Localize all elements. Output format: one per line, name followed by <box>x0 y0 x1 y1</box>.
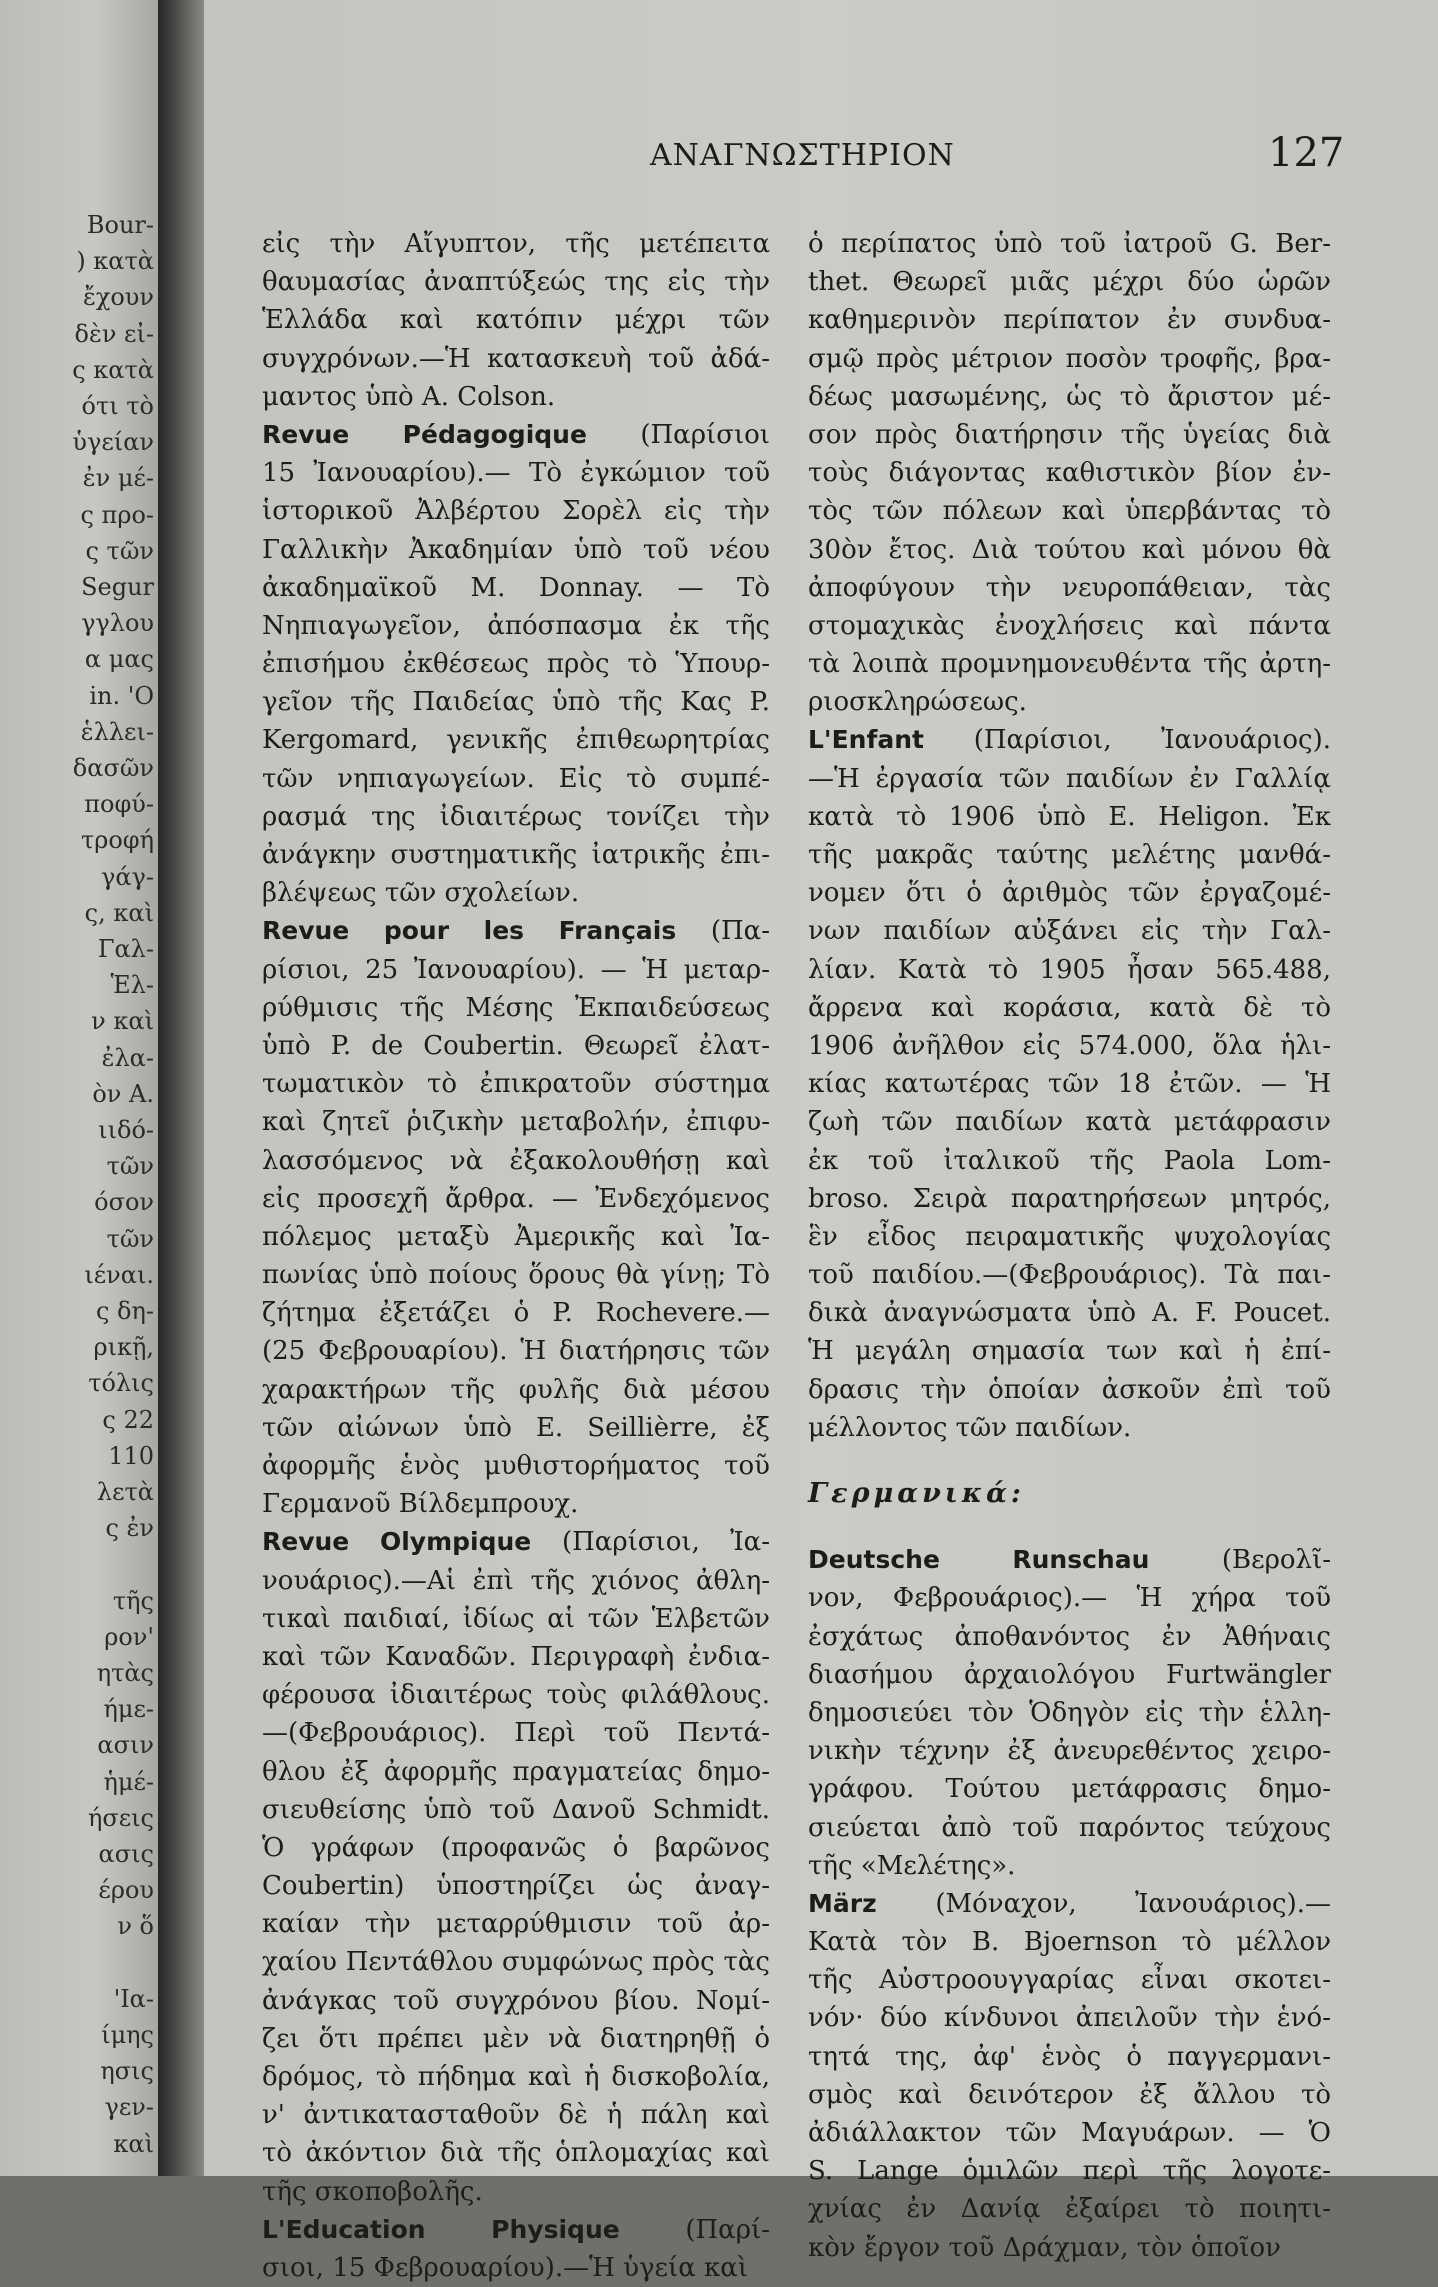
margin-fragment: Γαλ- <box>97 935 154 963</box>
text-line: τικαὶ παιδιαί, ἰδίως αἱ τῶν Ἑλβετῶν <box>262 1603 770 1634</box>
text-line: ζήτημα ἐξετάζει ὁ P. Rochevere.— <box>262 1298 770 1329</box>
text-line: ρίσιοι, 25 Ἰανουαρίου). — Ἡ μεταρ- <box>262 954 770 985</box>
margin-fragment: όσον <box>94 1188 154 1217</box>
margin-fragment: ) κατὰ <box>76 247 154 276</box>
text-line: καὶ ζητεῖ ῥιζικὴν μεταβολήν, ἐπιφυ- <box>262 1107 770 1138</box>
text-line: τὸς τῶν πόλεων καὶ ὑπερβάντας τὸ <box>808 496 1331 527</box>
text-line: κίας κατωτέρας τῶν 18 ἐτῶν. — Ἡ <box>808 1069 1331 1100</box>
text-line: στομαχικὰς ἐνοχλήσεις καὶ πάντα <box>808 610 1331 641</box>
text-line: —(Φεβρουάριος). Περὶ τοῦ Πεντά- <box>262 1718 770 1749</box>
text-line: συγχρόνων.—Ἡ κατασκευὴ τοῦ ἀδά- <box>262 343 770 374</box>
text-line: πόλεμος μεταξὺ Ἀμερικῆς καὶ Ἰα- <box>262 1221 770 1252</box>
text-line: δρόμος, τὸ πήδημα καὶ ἡ δισκοβολία, <box>262 2062 770 2092</box>
margin-fragment: ιιδό- <box>98 1116 154 1144</box>
text-line: εἰς προσεχῆ ἄρθρα. — Ἐνδεχόμενος <box>262 1183 770 1214</box>
text-line: 15 Ἰανουαρίου).— Τὸ ἐγκώμιον τοῦ <box>262 458 770 489</box>
margin-fragment: δὲν εἰ- <box>74 319 154 348</box>
text-line: δικὰ ἀναγνώσματα ὑπὸ A. F. Poucet. <box>808 1298 1331 1329</box>
margin-fragment: τροφή <box>80 826 154 855</box>
margin-fragment: τῶν <box>106 1152 154 1181</box>
text-line: βλέψεως τῶν σχολείων. <box>262 878 580 909</box>
text-line: πωνίας ὑπὸ ποίους ὅρους θὰ γίνῃ; Τὸ <box>262 1260 770 1291</box>
text-line: Γερμανοῦ Βίλδεμπρουχ. <box>262 1489 579 1520</box>
margin-fragment: ησις <box>100 2057 154 2086</box>
text-line: γράφου. Τούτου μετάφρασις δημο- <box>808 1774 1331 1805</box>
right-column <box>808 225 1331 2267</box>
journal-entry-line: L'Enfant (Παρίσιοι, Ἰανουάριος). <box>808 725 1331 756</box>
page-number: 127 <box>1268 130 1345 176</box>
margin-fragment: 110 <box>108 1441 154 1470</box>
margin-fragment: ίμης <box>101 2021 154 2049</box>
text-line: δημοσιεύει τὸν Ὁδηγὸν εἰς τὴν ἑλλη- <box>808 1697 1331 1728</box>
margin-fragment: ποφύ- <box>84 790 154 819</box>
journal-title: L'Enfant <box>808 725 974 755</box>
margin-fragment: τῶν <box>106 1224 154 1253</box>
text-line: τοὺς διάγοντας καθιστικὸν βίον ἐν- <box>808 458 1331 489</box>
text-line: νικὴν τέχνην ἐξ ἀνευρεθέντος χειρο- <box>808 1736 1331 1767</box>
margin-fragment: ἐν μέ- <box>82 464 154 493</box>
journal-entry-line: L'Education Physique (Παρί- <box>262 2214 770 2245</box>
margin-fragment: ἡμέ- <box>103 1767 154 1796</box>
margin-fragment: Bour- <box>86 211 154 239</box>
text-line: τητά της, ἀφ' ἑνὸς ὁ παγγερμανι- <box>808 2041 1331 2072</box>
margin-fragment: 'Ια- <box>113 1984 154 2013</box>
text-line: ἀφορμῆς ἑνὸς μυθιστορήματος τοῦ <box>262 1451 770 1481</box>
text-line: ἀποφύγουν τὴν νευροπάθειαν, τὰς <box>808 572 1331 603</box>
text-line: Κατὰ τὸν B. Bjoernson τὸ μέλλον <box>808 1927 1331 1958</box>
text-line: ρύθμισις τῆς Μέσης Ἐκπαιδεύσεως <box>262 992 770 1023</box>
journal-title: Revue Olympique <box>262 1527 562 1557</box>
text-line: ν' ἀντικατασταθοῦν δὲ ἡ πάλη καὶ <box>262 2100 770 2131</box>
text-line: τοῦ παιδίου.—(Φεβρουάριος). Τὰ παι- <box>808 1260 1331 1291</box>
text-line: ἀδιάλλακτον τῶν Μαγυάρων. — Ὁ <box>808 2118 1331 2148</box>
text-line: τῶν αἰώνων ὑπὸ E. Seillièrre, ἐξ <box>262 1412 770 1443</box>
text-line: ἱστορικοῦ Ἀλβέρτου Σορὲλ εἰς τὴν <box>262 496 770 527</box>
text-line: τῆς Αὐστροουγγαρίας εἶναι σκοτει- <box>808 1965 1331 1996</box>
margin-fragment: γεν- <box>104 2093 154 2122</box>
text-line: ἀκαδημαϊκοῦ M. Donnay. — Τὸ <box>262 572 770 603</box>
text-line: ριοσκληρώσεως. <box>808 687 1027 718</box>
book-gutter <box>158 0 204 2176</box>
text-line: Γαλλικὴν Ἀκαδημίαν ὑπὸ τοῦ νέου <box>262 534 770 565</box>
text-line: ὁ περίπατος ὑπὸ τοῦ ἰατροῦ G. Ber- <box>808 229 1331 259</box>
text-line: δέως μασωμένης, ὡς τὸ ἄριστον μέ- <box>808 381 1331 412</box>
text-line: λασσόμενος νὰ ἐξακολουθήσῃ καὶ <box>262 1145 770 1176</box>
margin-fragment: ιέναι. <box>84 1260 154 1289</box>
text-line: τῶν νηπιαγωγείων. Εἰς τὸ συμπέ- <box>262 763 770 794</box>
text-line: σμὸς καὶ δεινότερον ἐξ ἄλλου τὸ <box>808 2079 1331 2110</box>
margin-fragment: Ἑλ- <box>110 971 154 1000</box>
margin-fragment: ήσεις <box>87 1803 154 1832</box>
text-line: μέλλοντος τῶν παιδίων. <box>808 1412 1132 1443</box>
right-column-top-text <box>808 225 1331 1447</box>
text-line: ἐπισήμου ἐκθέσεως πρὸς τὸ Ὑπουρ- <box>262 649 770 680</box>
text-line: χνίας ἐν Δανίᾳ ἐξαίρει τὸ ποιητι- <box>808 2194 1331 2225</box>
text-line: χαίου Πεντάθλου συμφώνως πρὸς τὰς <box>262 1947 770 1978</box>
running-head: ΑΝΑΓΝΩΣΤΗΡΙΟΝ <box>650 138 955 173</box>
text-line: χαρακτήρων τῆς φυλῆς διὰ μέσου <box>262 1374 770 1405</box>
text-line: νόν· δύο κίνδυνοι ἀπειλοῦν τὴν ἑνό- <box>808 2003 1331 2034</box>
journal-title: Revue pour les Français <box>262 916 711 946</box>
left-column <box>262 225 770 2287</box>
journal-entry-line: Revue pour les Français (Πα- <box>262 916 770 947</box>
margin-fragment: Segur <box>81 573 154 601</box>
margin-fragment: τῆς <box>112 1586 154 1615</box>
margin-fragment: ὸν Α. <box>92 1079 154 1108</box>
margin-fragment: in. 'Ο <box>89 681 154 710</box>
text-line: μαντος ὑπὸ A. Colson. <box>262 381 556 412</box>
margin-fragment: ς κατὰ <box>72 355 154 384</box>
text-line: σιευθείσης ὑπὸ τοῦ Δανοῦ Schmidt. <box>262 1794 770 1825</box>
text-line: καθημερινὸν περίπατον ἐν συνδυα- <box>808 305 1331 336</box>
margin-fragment: ήμε- <box>103 1695 154 1724</box>
margin-fragment: ς ἐν <box>105 1514 154 1543</box>
text-line: σιεύεται ἀπὸ τοῦ παρόντος τεύχους <box>808 1812 1331 1843</box>
text-line: Kergomard, γενικῆς ἐπιθεωρητρίας <box>262 725 770 756</box>
margin-fragment: ὑγείαν <box>72 428 154 457</box>
right-column-bottom-text <box>808 1541 1331 2267</box>
text-line: ζωὴ τῶν παιδίων κατὰ μετάφρασιν <box>808 1107 1331 1138</box>
text-line: νων παιδίων αὐξάνει εἰς τὴν Γαλ- <box>808 916 1331 947</box>
text-line: ζει ὅτι πρέπει μὲν νὰ διατηρηθῇ ὁ <box>262 2023 770 2054</box>
journal-title: Revue Pédagogique <box>262 419 641 449</box>
margin-fragment: καὶ <box>113 2129 154 2158</box>
text-line: τῆς σκοποβολῆς. <box>262 2176 483 2207</box>
text-line: θαυμασίας ἀναπτύξεώς της εἰς τὴν <box>262 267 770 298</box>
text-line: —Ἡ ἐργασία τῶν παιδίων ἐν Γαλλίᾳ <box>808 763 1331 794</box>
text-line: ὑπὸ P. de Coubertin. Θεωρεῖ ἐλατ- <box>262 1030 770 1061</box>
margin-fragment: ς προ- <box>80 500 154 529</box>
text-line: φέρουσα ἰδιαιτέρως τοὺς φιλάθλους. <box>262 1680 770 1711</box>
text-line: S. Lange ὁμιλῶν περὶ τῆς λογοτε- <box>808 2156 1331 2187</box>
margin-fragment: ν ὅ <box>117 1912 154 1941</box>
journal-title: L'Education Physique <box>262 2214 686 2244</box>
text-line: ἐσχάτως ἀποθανόντος ἐν Ἀθήναις <box>808 1621 1331 1652</box>
text-line: θλου ἐξ ἀφορμῆς πραγματείας δημο- <box>262 1756 770 1787</box>
text-line: Ἡ μεγάλη σημασία των καὶ ἡ ἐπί- <box>808 1336 1331 1367</box>
margin-fragment: ότι τὸ <box>81 392 154 420</box>
text-line: τὸ ἀκόντιον διὰ τῆς ὁπλομαχίας καὶ <box>262 2138 770 2169</box>
margin-fragment: δασῶν <box>72 754 154 782</box>
text-line: νομεν ὅτι ὁ ἀριθμὸς τῶν ἐργαζομέ- <box>808 878 1331 909</box>
margin-fragment: ν καὶ <box>91 1007 154 1036</box>
text-line: δρασις τὴν ὁποίαν ἀσκοῦν ἐπὶ τοῦ <box>808 1374 1331 1405</box>
margin-fragment: ἔχουν <box>82 283 154 312</box>
margin-fragment: ρικῇ, <box>93 1333 154 1362</box>
margin-fragment: ς τῶν <box>85 536 154 565</box>
text-line: ἀνάγκας τοῦ συγχρόνου βίου. Νομί- <box>262 1985 770 2016</box>
text-line: ἀνάγκην συστηματικῆς ἰατρικῆς ἐπι- <box>262 840 770 870</box>
text-line: διασήμου ἀρχαιολόγου Furtwängler <box>808 1659 1331 1690</box>
text-line: ἓν εἶδος πειραματικῆς ψυχολογίας <box>808 1221 1331 1252</box>
text-line: τωματικὸν τὸ ἐπικρατοῦν σύστημα <box>262 1069 770 1100</box>
text-line: σιοι, 15 Φεβρουαρίου).—Ἡ ὑγεία καὶ <box>262 2252 749 2283</box>
margin-fragment: ἑλλει- <box>80 717 154 746</box>
journal-title: März <box>808 1888 936 1918</box>
text-line: σμῷ πρὸς μέτριον ποσὸν τροφῆς, βρα- <box>808 343 1331 374</box>
text-line: Νηπιαγωγεῖον, ἀπόσπασμα ἐκ τῆς <box>262 610 770 641</box>
text-line: κὸν ἔργον τοῦ Δράχμαν, τὸν ὁποῖον <box>808 2232 1281 2263</box>
text-line: λίαν. Κατὰ τὸ 1905 ἦσαν 565.488, <box>808 954 1331 985</box>
text-line: Ὁ γράφων (προφανῶς ὁ βαρῶνος <box>262 1832 770 1863</box>
journal-entry-line: Deutsche Runschau (Βερολῖ- <box>808 1545 1331 1576</box>
margin-fragment: ασις <box>98 1840 154 1868</box>
text-line: καίαν τὴν μεταρρύθμισιν τοῦ ἀρ- <box>262 1909 770 1940</box>
journal-entry-line: März (Μόναχον, Ἰανουάριος).— <box>808 1888 1331 1919</box>
margin-fragment: ητὰς <box>96 1659 154 1687</box>
text-line: εἰς τὴν Αἴγυπτον, τῆς μετέπειτα <box>262 229 770 259</box>
margin-fragment: ς δη- <box>95 1297 154 1325</box>
margin-fragment: γγλου <box>81 609 154 638</box>
margin-fragment: ς, καὶ <box>84 898 154 927</box>
text-line: τὰ λοιπὰ προμνημονευθέντα τῆς ἀρτη- <box>808 649 1331 680</box>
margin-fragment: ασιν <box>97 1731 154 1760</box>
text-line: κατὰ τὸ 1906 ὑπὸ E. Heligon. Ἐκ <box>808 801 1331 832</box>
text-line: σον πρὸς διατήρησιν τῆς ὑγείας διὰ <box>808 419 1331 450</box>
text-line: ἄρρενα καὶ κοράσια, κατὰ δὲ τὸ <box>808 992 1331 1023</box>
margin-fragment: γάγ- <box>100 862 154 891</box>
text-line: 30ὸν ἔτος. Διὰ τούτου καὶ μόνου θὰ <box>808 534 1331 565</box>
text-line: νον, Φεβρουάριος).— Ἡ χήρα τοῦ <box>808 1583 1331 1614</box>
journal-entry-line: Revue Olympique (Παρίσιοι, Ἰα- <box>262 1527 770 1558</box>
text-line: τῆς «Μελέτης». <box>808 1850 1016 1881</box>
section-title-german: Γερμανικά: <box>808 1478 1025 1509</box>
text-line: broso. Σειρὰ παρατηρήσεων μητρός, <box>808 1183 1331 1214</box>
text-line: ρασμά της ἰδιαιτέρως τονίζει τὴν <box>262 801 770 832</box>
text-line: ἐκ τοῦ ἰταλικοῦ τῆς Paola Lom- <box>808 1145 1331 1176</box>
margin-fragment: ἐλα- <box>101 1043 154 1072</box>
margin-fragment: έρου <box>98 1876 154 1905</box>
text-line: Ἑλλάδα καὶ κατόπιν μέχρι τῶν <box>262 305 770 336</box>
margin-fragment: λετὰ <box>96 1478 154 1506</box>
text-line: 1906 ἀνῆλθον εἰς 574.000, ὅλα ἡλι- <box>808 1030 1331 1061</box>
text-line: γεῖον τῆς Παιδείας ὑπὸ τῆς Κας P. <box>262 687 770 718</box>
journal-entry-line: Revue Pédagogique (Παρίσιοι <box>262 419 770 450</box>
text-line: Coubertin) ὑποστηρίζει ὡς ἀναγ- <box>262 1871 770 1902</box>
text-line: νουάριος).—Αἱ ἐπὶ τῆς χιόνος ἀθλη- <box>262 1565 770 1596</box>
text-line: καὶ τῶν Καναδῶν. Περιγραφὴ ἐνδια- <box>262 1641 770 1672</box>
margin-fragment: τόλις <box>88 1369 154 1398</box>
margin-fragment: ρον' <box>104 1622 154 1651</box>
text-line: τῆς μακρᾶς ταύτης μελέτης μανθά- <box>808 840 1331 870</box>
margin-fragment: α μας <box>84 645 154 674</box>
journal-title: Deutsche Runschau <box>808 1545 1222 1575</box>
text-line: thet. Θεωρεῖ μιᾶς μέχρι δύο ὡρῶν <box>808 267 1331 298</box>
margin-fragment: ς 22 <box>102 1405 154 1434</box>
text-line: (25 Φεβρουαρίου). Ἡ διατήρησις τῶν <box>262 1336 770 1367</box>
previous-page-edge <box>0 0 158 2176</box>
